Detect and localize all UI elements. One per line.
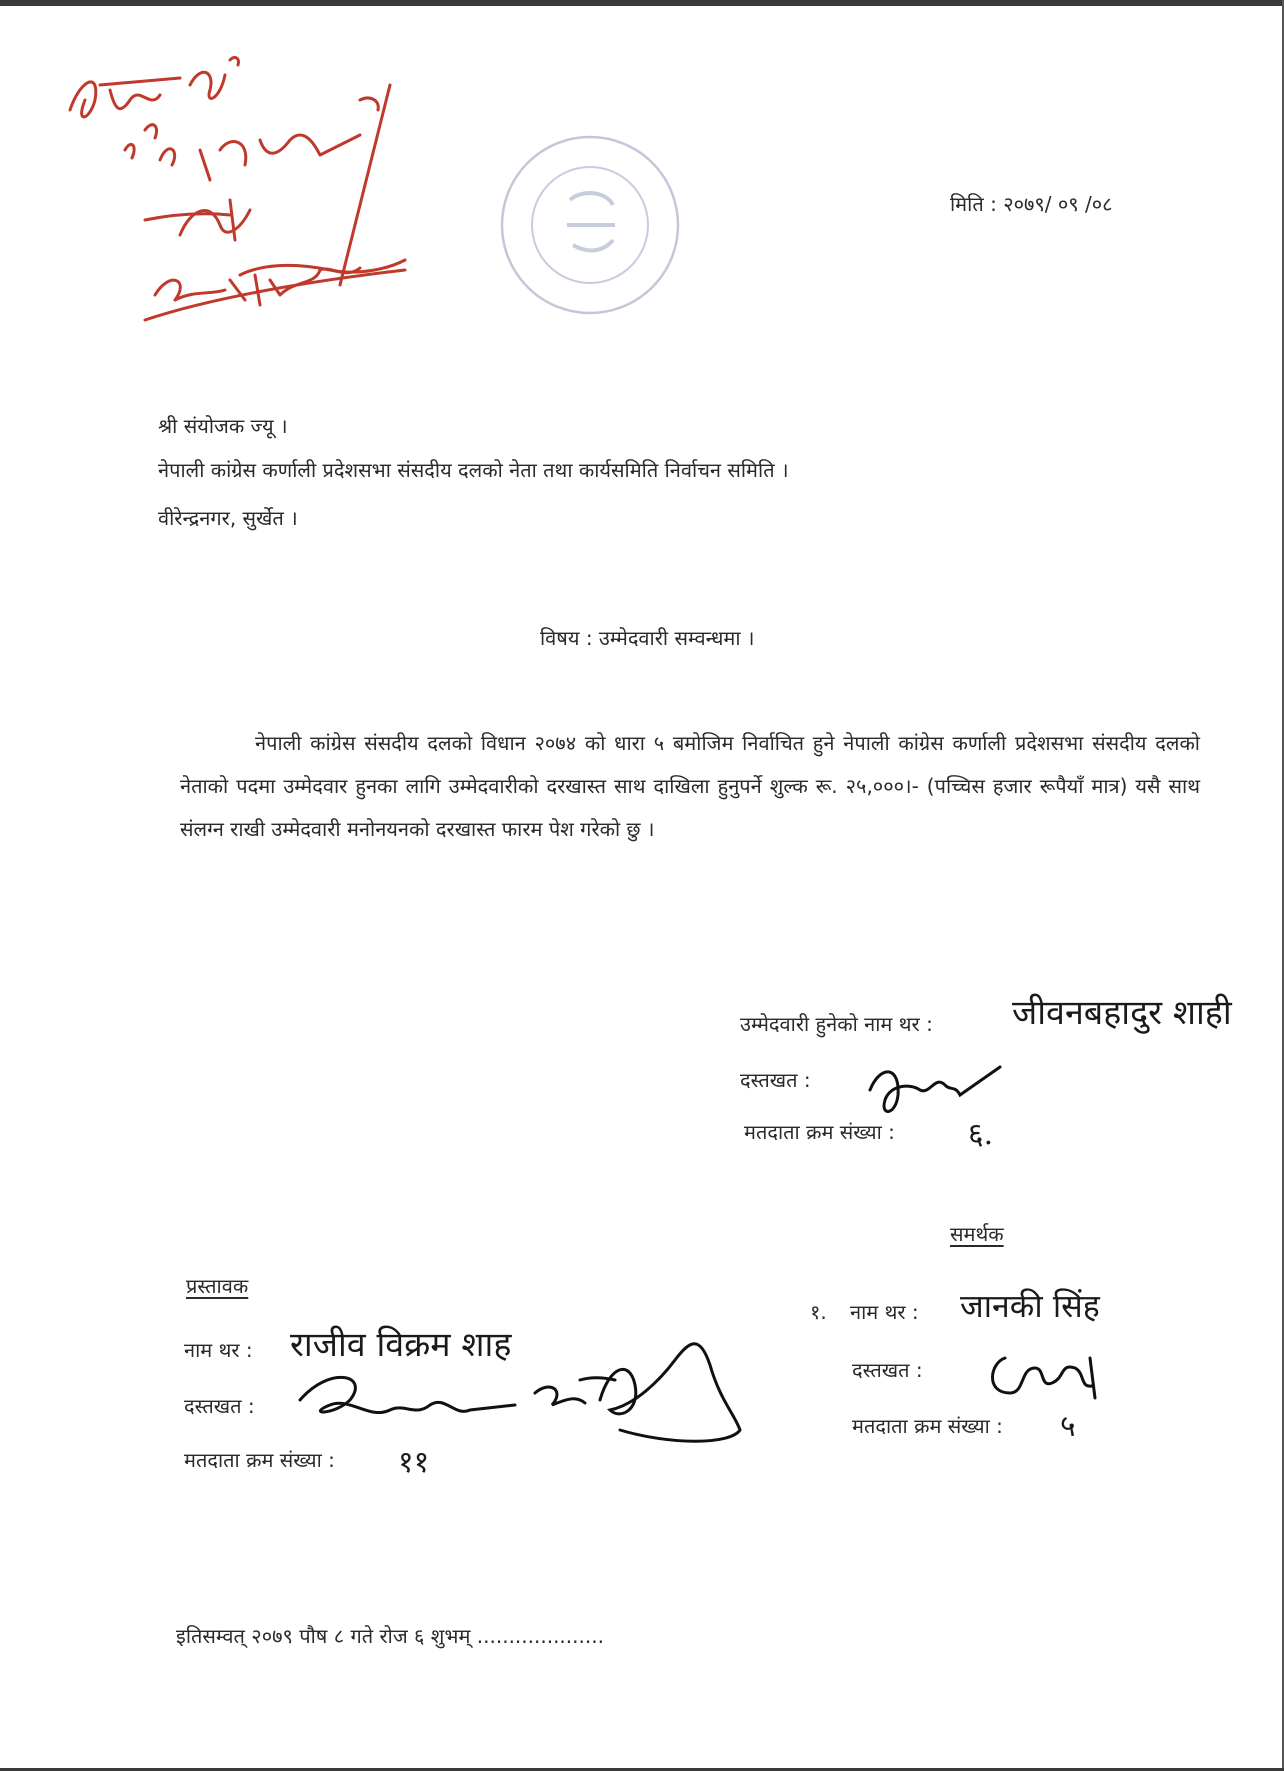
date-value: २०७९/ ०९ /०८ <box>1003 192 1113 216</box>
candidate-voter-value: ६. <box>968 1117 994 1152</box>
candidate-signature-label: दस्तखत : <box>740 1068 811 1092</box>
office-stamp <box>495 130 685 320</box>
candidate-voter-label: मतदाता क्रम संख्या : <box>744 1120 895 1144</box>
proposer-name-label: नाम थर : <box>184 1338 253 1362</box>
candidate-name-value: जीवनबहादुर शाही <box>1012 993 1232 1033</box>
proposer-name-value: राजीव विक्रम शाह <box>290 1325 512 1365</box>
supporter-signature-label: दस्तखत : <box>852 1358 923 1382</box>
recipient-line-3: वीरेन्द्रनगर, सुर्खेत । <box>158 506 298 530</box>
date-label: मिति : <box>950 192 997 216</box>
proposer-heading: प्रस्तावक <box>186 1274 249 1298</box>
supporter-name-value: जानकी सिंह <box>960 1287 1100 1325</box>
supporter-index: १. <box>810 1300 827 1324</box>
body-paragraph: नेपाली कांग्रेस संसदीय दलको विधान २०७४ को धारा ५ बमोजिम निर्वाचित हुने नेपाली कांग्रेस कर्णाली प्रदेशसभा संसदीय दलको नेताको पदमा उम्मेदवार हुनका लागि उम्मेदवारीको दरखास्त साथ दाखिला हुनुपर्ने शुल्क रू. २५,०००।- (पच्चिस हजार रूपैयाँ मात्र) यसै साथ संलग्न राखी उम्मेदवारी मनोनयनको दरखास्त फारम पेश गरेको छु । <box>180 731 1200 841</box>
supporter-voter-value: ५ <box>1060 1409 1076 1444</box>
red-handwritten-note <box>60 40 440 360</box>
supporter-signature <box>980 1338 1130 1408</box>
proposer-voter-value: ११ <box>398 1445 430 1480</box>
proposer-signature <box>290 1305 750 1455</box>
candidate-name-label: उम्मेदवारी हुनेको नाम थर : <box>740 1012 933 1036</box>
subject-line: विषय : उम्मेदवारी सम्वन्धमा । <box>540 626 755 650</box>
proposer-voter-label: मतदाता क्रम संख्या : <box>184 1448 335 1472</box>
supporter-heading: समर्थक <box>950 1222 1004 1246</box>
supporter-voter-label: मतदाता क्रम संख्या : <box>852 1414 1003 1438</box>
closing-line: इतिसम्वत् २०७९ पौष ८ गते रोज ६ शुभम् .................... <box>176 1624 604 1648</box>
body-paragraph-box <box>180 722 1200 851</box>
recipient-line-1: श्री संयोजक ज्यू । <box>158 414 288 438</box>
date-line <box>950 192 1113 216</box>
recipient-line-2: नेपाली कांग्रेस कर्णाली प्रदेशसभा संसदीय दलको नेता तथा कार्यसमिति निर्वाचन समिति । <box>158 458 789 482</box>
supporter-name-label: नाम थर : <box>850 1300 919 1324</box>
proposer-signature-label: दस्तखत : <box>184 1394 255 1418</box>
top-border <box>0 0 1284 6</box>
